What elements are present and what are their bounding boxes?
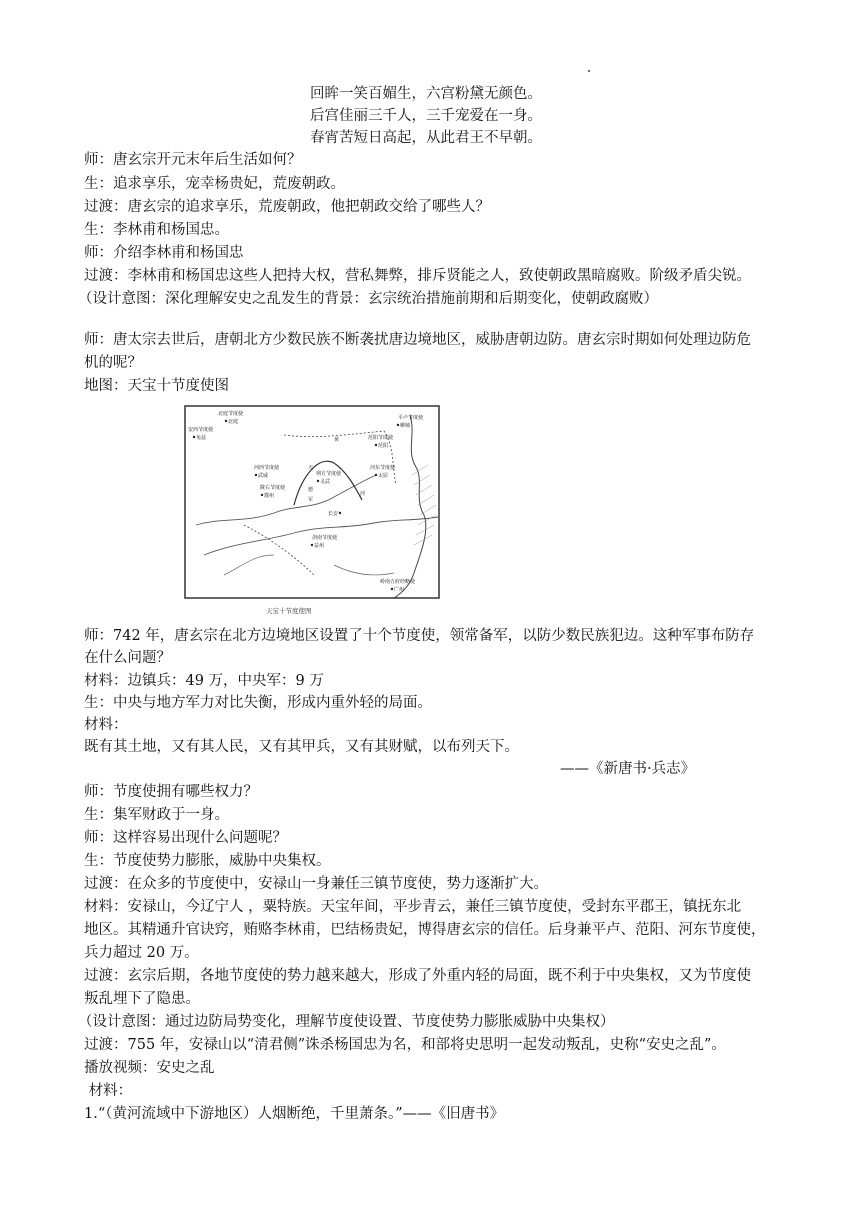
map-label: 陇右节度使 xyxy=(260,485,286,491)
poem-line: 春宵苦短日高起，从此君王不早朝。 xyxy=(310,130,542,146)
map-label: 龟兹 xyxy=(196,435,207,441)
text-line: 师：节度使拥有哪些权力？ xyxy=(84,784,258,800)
text-line: 1.“（黄河流域中下游地区）人烟断绝，千里萧条。”——《旧唐书》 xyxy=(84,1106,505,1122)
map-label: 范阳节度使 xyxy=(368,435,394,441)
text-line: 师：介绍李林甫和杨国忠 xyxy=(84,245,244,261)
map-label: 岭南五府经略使 xyxy=(380,579,416,585)
map-label: 范阳 xyxy=(378,443,389,449)
map-label: 长安 xyxy=(328,511,339,517)
text-line: 地图：天宝十节度使图 xyxy=(84,378,229,394)
map-label: 剑南节度使 xyxy=(312,535,338,541)
text-line: 生：李林甫和杨国忠。 xyxy=(84,222,229,238)
map-label: 武威 xyxy=(258,473,269,479)
map-label: 河 xyxy=(360,491,366,497)
text-line: 师：这样容易出现什么问题呢？ xyxy=(84,830,287,846)
poem-line: 回眸一笑百媚生，六宫粉黛无颜色。 xyxy=(310,86,542,102)
text-line: 地区。其精通升官诀窍，贿赂李林甫，巴结杨贵妃，博得唐玄宗的信任。后身兼平卢、范阳、河东节度使， xyxy=(84,922,766,938)
map-label: 北庭节度使 xyxy=(218,411,244,417)
map-label: 灵武 xyxy=(320,479,331,485)
text-line: 过渡：玄宗后期，各地节度使的势力越来越大，形成了外重内轻的局面，既不利于中央集权，又为节度使 xyxy=(84,968,751,984)
map-label: 军 xyxy=(308,497,314,503)
text-line: 生：节度使势力膨胀，威胁中央集权。 xyxy=(84,853,331,869)
text-line: 材料：边镇兵：49 万，中央军：9 万 xyxy=(84,673,324,689)
text-line: 师：唐太宗去世后，唐朝北方少数民族不断袭扰唐边境地区，威胁唐朝边防。唐玄宗时期如何处理边防危 xyxy=(84,332,751,348)
quote-source: ——《新唐书·兵志》 xyxy=(560,761,696,777)
map-label: 广州 xyxy=(394,587,405,593)
map-label: 朔方节度使 xyxy=(316,471,342,477)
map-label: 益州 xyxy=(314,543,325,549)
text-line: 生：集军财政于一身。 xyxy=(84,807,229,823)
text-line: 师：742 年，唐玄宗在北方边境地区设置了十个节度使，领常备军，以防少数民族犯边。这种军事布防存 xyxy=(84,628,755,644)
text-line: 材料： xyxy=(84,717,128,733)
map-label: 鄯州 xyxy=(264,493,275,499)
map-label: 河西节度使 xyxy=(254,465,280,471)
map-label: 柳城 xyxy=(400,423,411,429)
text-line: 过渡：唐玄宗的追求享乐，荒废朝政，他把朝政交给了哪些人？ xyxy=(84,199,490,215)
text-line: 过渡：755 年，安禄山以“清君侧”诛杀杨国忠为名，和部将史思明一起发动叛乱，史称“安史之乱”。 xyxy=(84,1037,726,1053)
text-line: 过渡：在众多的节度使中，安禄山一身兼任三镇节度使，势力逐渐扩大。 xyxy=(84,876,548,892)
text-line: 机的呢？ xyxy=(84,355,142,371)
map-label: 平卢节度使 xyxy=(398,415,424,421)
map-label: 河东节度使 xyxy=(370,465,396,471)
text-line: 材料： xyxy=(84,1083,133,1099)
page-mark xyxy=(588,70,590,72)
map-label: 安西节度使 xyxy=(188,427,214,433)
design-intent: （设计意图：深化理解安史之乱发生的背景：玄宗统治措施前期和后期变化，使朝政腐败） xyxy=(78,291,658,307)
map-label: 北庭 xyxy=(228,419,239,425)
map-caption: 天宝十节度使图 xyxy=(266,607,312,615)
text-line: 材料：安禄山，今辽宁人 ，粟特族。天宝年间，平步青云，兼任三镇节度使，受封东平郡王，镇抚东北 xyxy=(84,899,742,915)
design-intent: （设计意图：通过边防局势变化，理解节度使设置、节度使势力膨胀威胁中央集权） xyxy=(78,1014,615,1030)
map-label: 太原 xyxy=(378,473,389,479)
map-label: 天 xyxy=(308,465,314,471)
map-label: 德 xyxy=(308,487,314,493)
text-line: 师：唐玄宗开元末年后生活如何？ xyxy=(84,152,302,168)
text-line: 生：中央与地方军力对比失衡，形成内重外轻的局面。 xyxy=(84,695,432,711)
poem-line: 后宫佳丽三千人，三千宠爱在一身。 xyxy=(310,108,542,124)
map-label: 黄 xyxy=(334,437,340,443)
text-line: 在什么问题？ xyxy=(84,650,171,666)
map-figure-tang-jiedushi xyxy=(184,405,440,617)
quote-line: 既有其土地，又有其人民，又有其甲兵，又有其财赋，以布列天下。 xyxy=(84,739,519,755)
text-line: 生：追求享乐，宠幸杨贵妃，荒废朝政。 xyxy=(84,176,345,192)
text-line: 兵力超过 20 万。 xyxy=(84,945,199,961)
text-line: 播放视频：安史之乱 xyxy=(84,1060,215,1076)
text-line: 叛乱埋下了隐患。 xyxy=(84,991,200,1007)
text-line: 过渡：李林甫和杨国忠这些人把持大权，营私舞弊，排斥贤能之人，致使朝政黑暗腐败。阶级矛盾尖锐。 xyxy=(84,268,751,284)
